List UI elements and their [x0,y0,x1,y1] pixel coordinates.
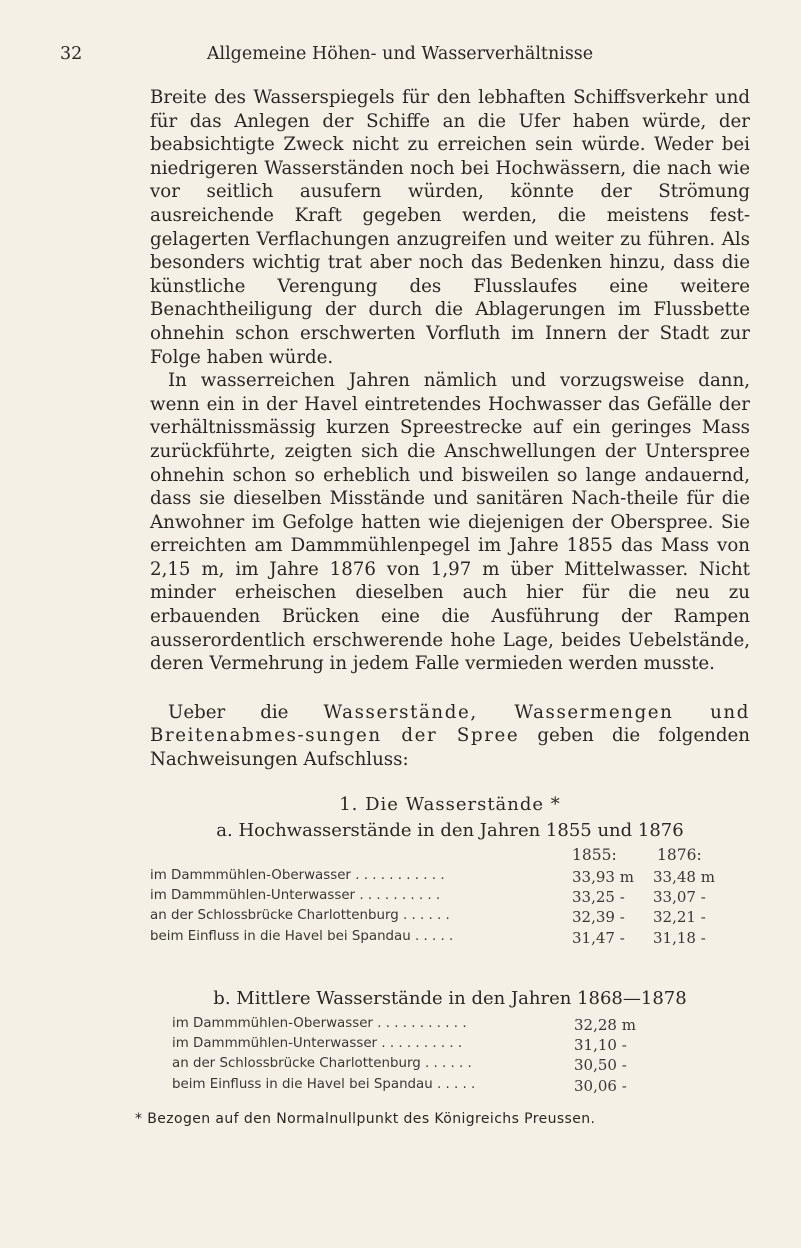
value-1876: 32,21 - [653,908,706,927]
row-label: beim Einfluss in die Havel bei Spandau . . . . . [150,928,454,944]
row-label: im Dammmühlen-Oberwasser . . . . . . . . . . . [150,868,445,883]
value-mean: 32,28 m [574,1016,636,1034]
table-row [150,888,750,908]
value-mean: 30,06 - [574,1076,627,1095]
table-row [172,1056,772,1076]
value-1855: 33,25 - [572,888,625,907]
table-row [150,908,750,928]
table-a [150,846,750,949]
table-b-title: b. Mittlere Wasserstände in den Jahren 1868—1878 [213,988,687,1009]
value-mean: 30,50 - [574,1056,627,1075]
table-row [172,1016,772,1036]
row-label: beim Einfluss in die Havel bei Spandau . . . . . [172,1076,476,1092]
table-a-header [150,846,750,868]
row-label: an der Schlossbrücke Charlottenburg . . . . . . [172,1056,472,1072]
paragraph-3-start: Ueber die [168,701,324,723]
paragraph-3 [150,701,750,772]
section-title: 1. Die Wasserstände * [339,794,561,815]
value-1855: 33,93 m [572,868,634,886]
paragraph-2: In wasserreichen Jahren nämlich und vorzugsweise dann, wenn ein in der Havel eintretendes Hochwasser das Gefälle der verhältnissmässig kurzen Spreestrecke auf ein geringes Mass zurückführte, zeigten sich die Anschwellungen der Unterspree ohnehin schon so erheblich und bisweilen so lange andauernd, dass sie dieselben Misstände und sanitären Nach-theile für die Anwohner im Gefolge hatten wie diejenigen der Oberspree. Sie erreichten am Dammmühlenpegel im Jahre 1855 das Mass von 2,15 m, im Jahre 1876 von 1,97 m über Mittelwasser. Nicht minder erheischen dieselben auch hier für die neu zu erbauenden Brücken eine die Ausführung der Rampen ausserordentlich erschwerende hohe Lage, beides Uebelstände, deren Vermehrung in jedem Falle vermieden werden musste. [150,370,750,675]
table-row [150,868,750,888]
table-row [150,929,750,949]
table-a-title: a. Hochwasserstände in den Jahren 1855 und 1876 [216,820,684,841]
value-1876: 31,18 - [653,928,706,947]
row-label: im Dammmühlen-Oberwasser . . . . . . . . . . . [172,1016,467,1031]
table-b [172,1016,772,1097]
value-1855: 31,47 - [572,928,625,947]
footnote: * Bezogen auf den Normalnullpunkt des Königreichs Preussen. [135,1111,596,1127]
page-header [60,44,740,70]
value-1876: 33,07 - [653,888,706,907]
value-1855: 32,39 - [572,908,625,927]
value-mean: 31,10 - [574,1036,627,1055]
row-label: im Dammmühlen-Unterwasser . . . . . . . . . . [150,888,441,904]
col-1876: 1876: [657,846,702,864]
body-text [150,86,750,772]
paragraph-3-spaced: Wasserstände, Wassermengen und Breitenabmes-sungen der Spree [150,701,750,747]
page-number: 32 [60,44,83,64]
paragraph-3-end: geben die folgenden Nachweisungen Aufschluss: [150,725,750,771]
paragraph-1: Breite des Wasserspiegels für den lebhaften Schiffsverkehr und für das Anlegen der Schiffe an die Ufer haben würde, der beabsichtigte Zweck nicht zu erreichen sein würde. Weder bei niedrigeren Wasserständen noch bei Hochwässern, die nach wie vor seitlich ausufern würden, könnte der Strömung ausreichende Kraft gegeben werden, die meistens fest-gelagerten Verflachungen anzugreifen und weiter zu führen. Als besonders wichtig trat aber noch das Bedenken hinzu, dass die künstliche Verengung des Flusslaufes eine weitere Benachtheiligung der durch die Ablagerungen im Flussbette ohnehin schon erschwerten Vorfluth im Innern der Stadt zur Folge haben würde. [150,87,750,368]
row-label: im Dammmühlen-Unterwasser . . . . . . . . . . [172,1036,463,1052]
col-1855: 1855: [572,846,617,864]
running-title: Allgemeine Höhen- und Wasserverhältnisse [206,44,594,64]
value-1876: 33,48 m [653,868,715,886]
table-row [172,1077,772,1097]
table-row [172,1036,772,1056]
row-label: an der Schlossbrücke Charlottenburg . . . . . . [150,908,450,924]
